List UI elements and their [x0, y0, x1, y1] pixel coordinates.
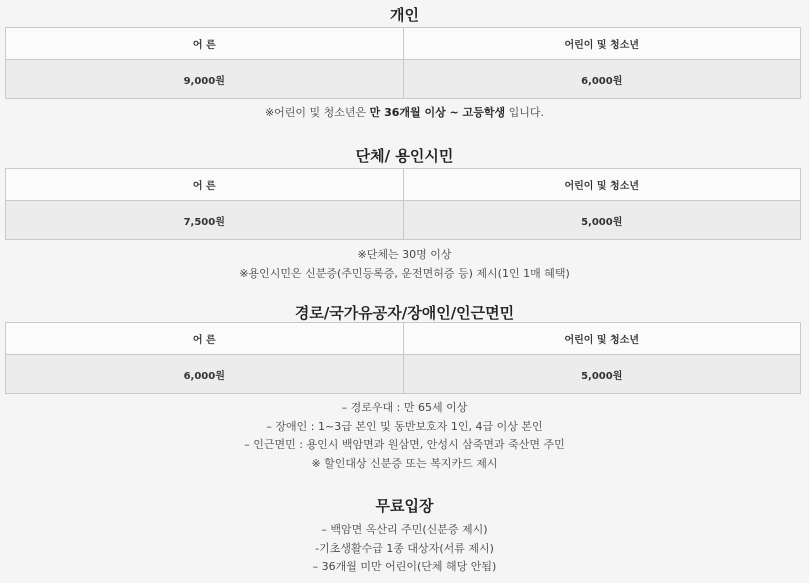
section-title-discount: 경로/국가유공자/장애인/인근면민	[294, 304, 515, 322]
price-youth: 6,000원	[403, 60, 801, 99]
section-title-group: 단체/ 용인시민	[355, 147, 454, 165]
column-header-youth: 어린이 및 청소년	[403, 169, 801, 201]
price-youth: 5,000원	[403, 355, 801, 394]
note-youth-prefix: ※어린이 및 청소년은	[264, 106, 370, 119]
list-item: – 36개월 미만 어린이(단체 해당 안됨)	[312, 560, 497, 573]
price-adult: 6,000원	[6, 355, 404, 394]
list-item: – 백암면 옥산리 주민(신분증 제시)	[321, 523, 488, 536]
list-item: -기초생활수급 1종 대상자(서류 제시)	[315, 541, 494, 555]
section-title-free: 무료입장	[375, 497, 434, 515]
column-header-youth: 어린이 및 청소년	[403, 28, 801, 60]
price-youth: 5,000원	[403, 201, 801, 240]
note-line: ※ 할인대상 신분증 또는 복지카드 제시	[311, 456, 498, 470]
note-line: ※용인시민은 신분증(주민등록증, 운전면허증 등) 제시(1인 1매 혜택)	[239, 266, 570, 280]
note-line: – 장애인 : 1~3급 본인 및 동반보호자 1인, 4급 이상 본인	[266, 419, 543, 433]
column-header-adult: 어 른	[6, 28, 404, 60]
note-youth-suffix: 입니다.	[505, 106, 545, 119]
column-header-adult: 어 른	[6, 169, 404, 201]
price-table-individual	[5, 27, 801, 99]
free-admission-list	[0, 521, 809, 577]
note-discount	[0, 399, 809, 473]
note-line: – 경로우대 : 만 65세 이상	[341, 401, 468, 414]
price-adult: 9,000원	[6, 60, 404, 99]
price-table-group	[5, 168, 801, 240]
note-group	[0, 246, 809, 283]
note-line: – 인근면민 : 용인시 백암면과 원삼면, 안성시 삼죽면과 죽산면 주민	[244, 438, 565, 451]
price-adult: 7,500원	[6, 201, 404, 240]
price-table-discount	[5, 322, 801, 394]
column-header-adult: 어 른	[6, 323, 404, 355]
column-header-youth: 어린이 및 청소년	[403, 323, 801, 355]
section-title-individual: 개인	[390, 6, 419, 24]
note-line: ※단체는 30명 이상	[357, 248, 452, 261]
note-youth-highlight: 만 36개월 이상 ~ 고등학생	[369, 106, 506, 119]
note-youth-age	[0, 104, 809, 123]
